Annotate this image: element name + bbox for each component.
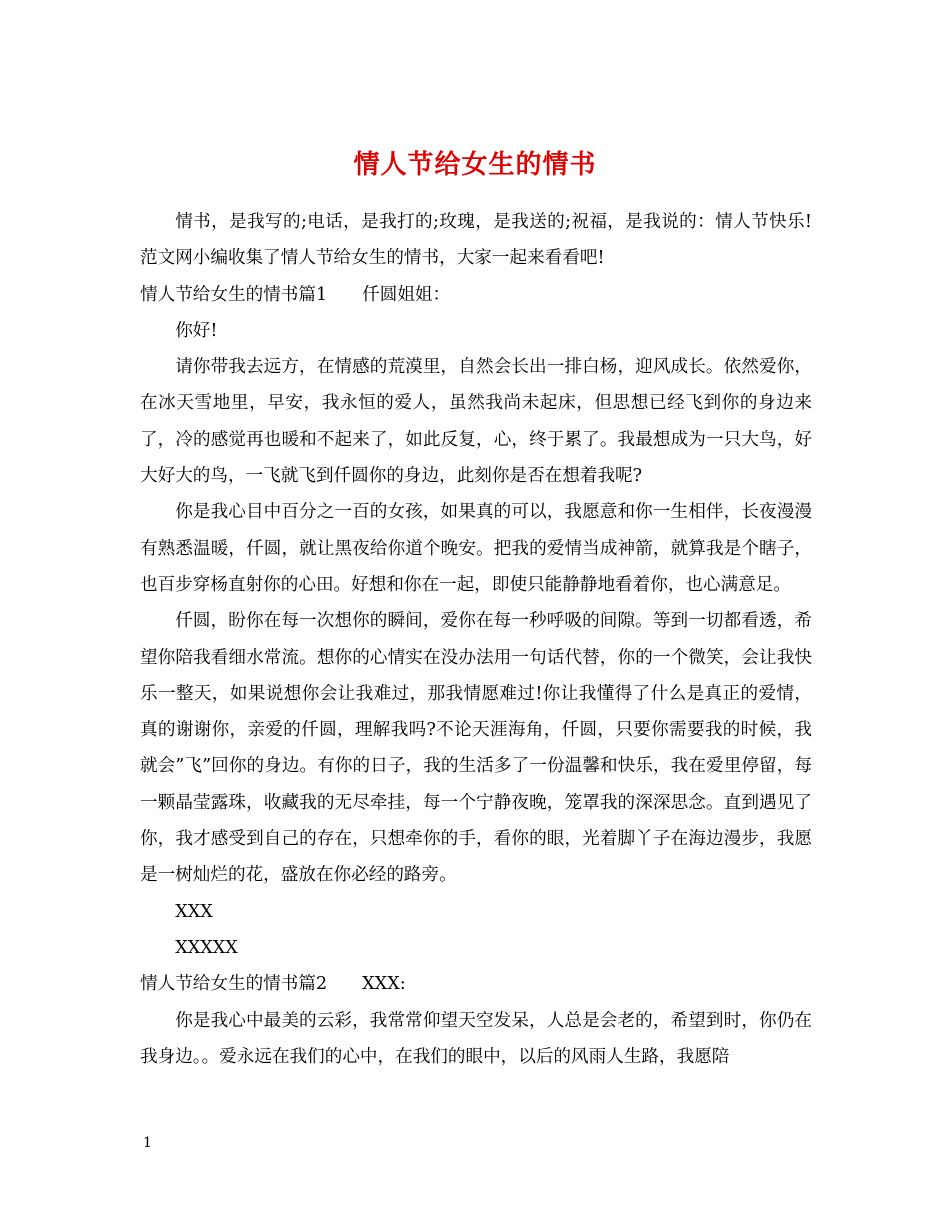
section-2-heading: 情人节给女生的情书篇2 — [140, 974, 328, 995]
section-1-paragraph: 请你带我去远方，在情感的荒漠里，自然会长出一排白杨，迎风成长。依然爱你，在冰天雪地里，早安，我永恒的爱人，虽然我尚未起床，但思想已经飞到你的身边来了，冷的感觉再也暖和不起来了，如此反复，心，终于累了。我最想成为一只大鸟，好大好大的鸟，一飞就飞到仟圆你的身边，此刻你是否在想着我呢? — [140, 357, 812, 487]
signature-line-2: XXXXX — [175, 937, 238, 958]
section-1-heading: 情人节给女生的情书篇1 — [140, 284, 328, 305]
intro-paragraph: 情书，是我写的;电话，是我打的;玫瑰，是我送的;祝福，是我说的：情人节快乐!范文网小编收集了情人节给女生的情书，大家一起来看看吧! — [140, 212, 812, 269]
section-1-paragraph: 你是我心目中百分之一百的女孩，如果真的可以，我愿意和你一生相伴，长夜漫漫有熟悉温暖，仟圆，就让黑夜给你道个晚安。把我的爱情当成神箭，就算我是个瞎子，也百步穿杨直射你的心田。好想和你在一起，即使只能静静地看着你，也心满意足。 — [140, 502, 812, 595]
section-2-paragraph: 你是我心中最美的云彩，我常常仰望天空发呆，人总是会老的，希望到时，你仍在我身边。。爱永远在我们的心中，在我们的眼中，以后的风雨人生路，我愿陪 — [140, 1010, 812, 1067]
document-body — [140, 204, 812, 1075]
signature-line-1: XXX — [175, 901, 213, 922]
section-1-greeting: 你好! — [175, 320, 218, 341]
section-1-heading-line — [140, 277, 812, 313]
section-1-paragraph: 仟圆，盼你在每一次想你的瞬间，爱你在每一秒呼吸的间隙。等到一切都看透，希望你陪我看细水常流。想你的心情实在没办法用一句话代替，你的一个微笑，会让我快乐一整天，如果说想你会让我难过，那我情愿难过!你让我懂得了什么是真正的爱情，真的谢谢你，亲爱的仟圆，理解我吗?不论天涯海角，仟圆，只要你需要我的时候，我就会”飞”回你的身边。有你的日子，我的生活多了一份温馨和快乐，我在爱里停留，每一颗晶莹露珠，收藏我的无尽牵挂，每一个宁静夜晚，笼罩我的深深思念。直到遇见了你，我才感受到自己的存在，只想牵你的手，看你的眼，光着脚丫子在海边漫步，我愿是一树灿烂的花，盛放在你必经的路旁。 — [140, 611, 812, 886]
section-2-salutation: XXX: — [362, 974, 406, 995]
section-1-salutation: 仟圆姐姐： — [362, 284, 451, 305]
page-number: 1 — [143, 1135, 152, 1151]
section-2-heading-line — [140, 966, 812, 1002]
document-title: 情人节给女生的情书 — [353, 150, 597, 181]
